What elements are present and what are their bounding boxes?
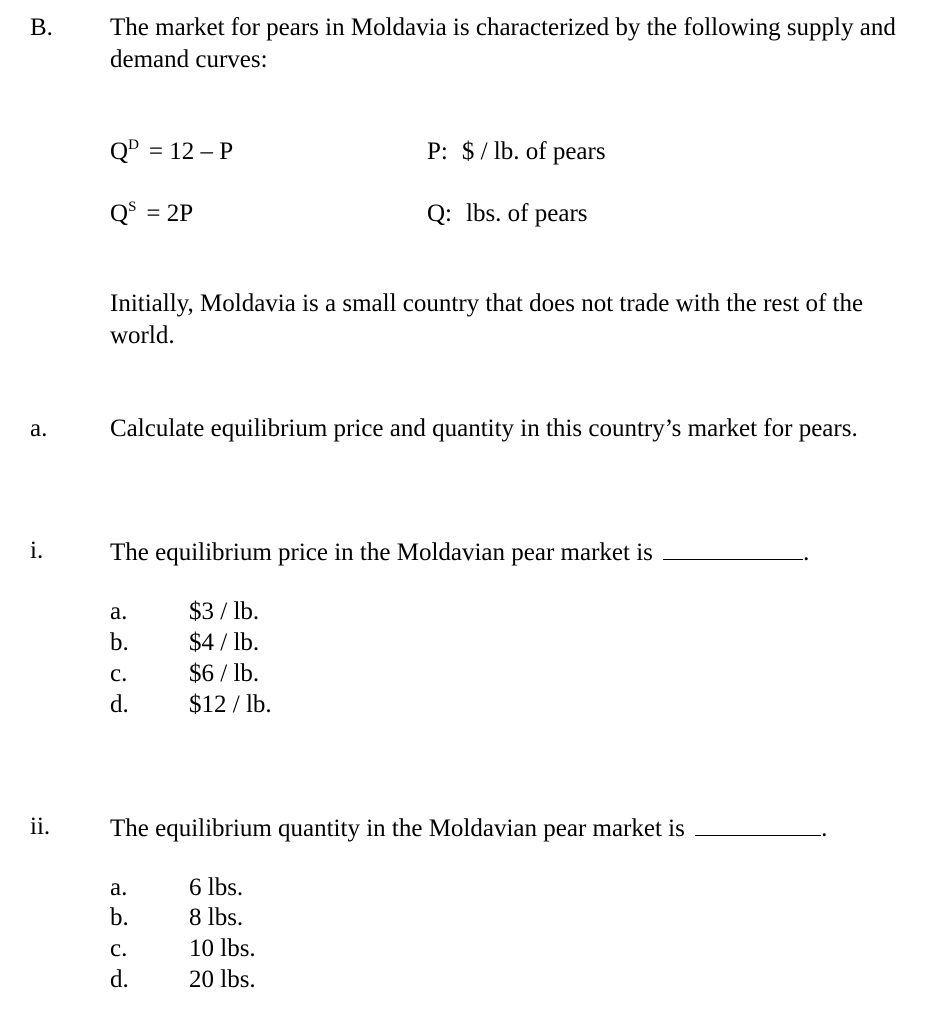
quantity-unit: lbs. of pears — [466, 200, 588, 227]
option-text: $6 / lb. — [189, 660, 260, 687]
question-ii-stem — [110, 811, 827, 845]
option-letter: d. — [110, 966, 129, 993]
price-definition — [427, 136, 606, 168]
supply-superscript: S — [128, 199, 137, 215]
part-a-text: Calculate equilibrium price and quantity in this country’s market for pears. — [110, 415, 858, 442]
question-ii-period: . — [821, 815, 828, 842]
demand-equation — [110, 136, 233, 168]
answer-blank — [663, 535, 803, 560]
option-letter: b. — [110, 629, 129, 656]
option-text: 6 lbs. — [189, 874, 244, 901]
question-ii-text: The equilibrium quantity in the Moldavian pear market is — [110, 815, 685, 842]
question-i-period: . — [803, 539, 810, 566]
price-label: P: — [427, 138, 448, 165]
demand-rhs: = 12 – P — [148, 138, 234, 165]
option-text: 10 lbs. — [189, 935, 256, 962]
option-text: $4 / lb. — [189, 629, 260, 656]
price-unit: $ / lb. of pears — [461, 138, 606, 165]
supply-rhs: = 2P — [146, 200, 194, 227]
supply-lhs: Q — [110, 200, 129, 227]
option-letter: b. — [110, 904, 129, 931]
section-label: B. — [30, 14, 53, 41]
context-paragraph: Initially, Moldavia is a small country that does not trade with the rest of the world. — [110, 290, 864, 349]
quantity-label: Q: — [427, 200, 452, 227]
option-letter: d. — [110, 691, 129, 718]
option-letter: c. — [110, 660, 128, 687]
option-text: $12 / lb. — [189, 691, 272, 718]
question-i-text: The equilibrium price in the Moldavian pear market is — [110, 539, 653, 566]
question-i-stem — [110, 535, 809, 569]
option-text: 8 lbs. — [189, 904, 244, 931]
quantity-definition — [427, 198, 588, 230]
demand-superscript: D — [128, 137, 139, 153]
supply-equation — [110, 198, 193, 230]
demand-lhs: Q — [110, 138, 129, 165]
part-a-label: a. — [30, 415, 48, 442]
option-text: $3 / lb. — [189, 598, 260, 625]
question-i-label: i. — [30, 537, 44, 564]
option-letter: a. — [110, 874, 128, 901]
option-letter: c. — [110, 935, 128, 962]
question-ii-label: ii. — [30, 813, 51, 840]
option-text: 20 lbs. — [189, 966, 256, 993]
answer-blank — [695, 811, 821, 836]
intro-paragraph: The market for pears in Moldavia is characterized by the following supply and demand curves: — [110, 14, 896, 73]
option-letter: a. — [110, 598, 128, 625]
